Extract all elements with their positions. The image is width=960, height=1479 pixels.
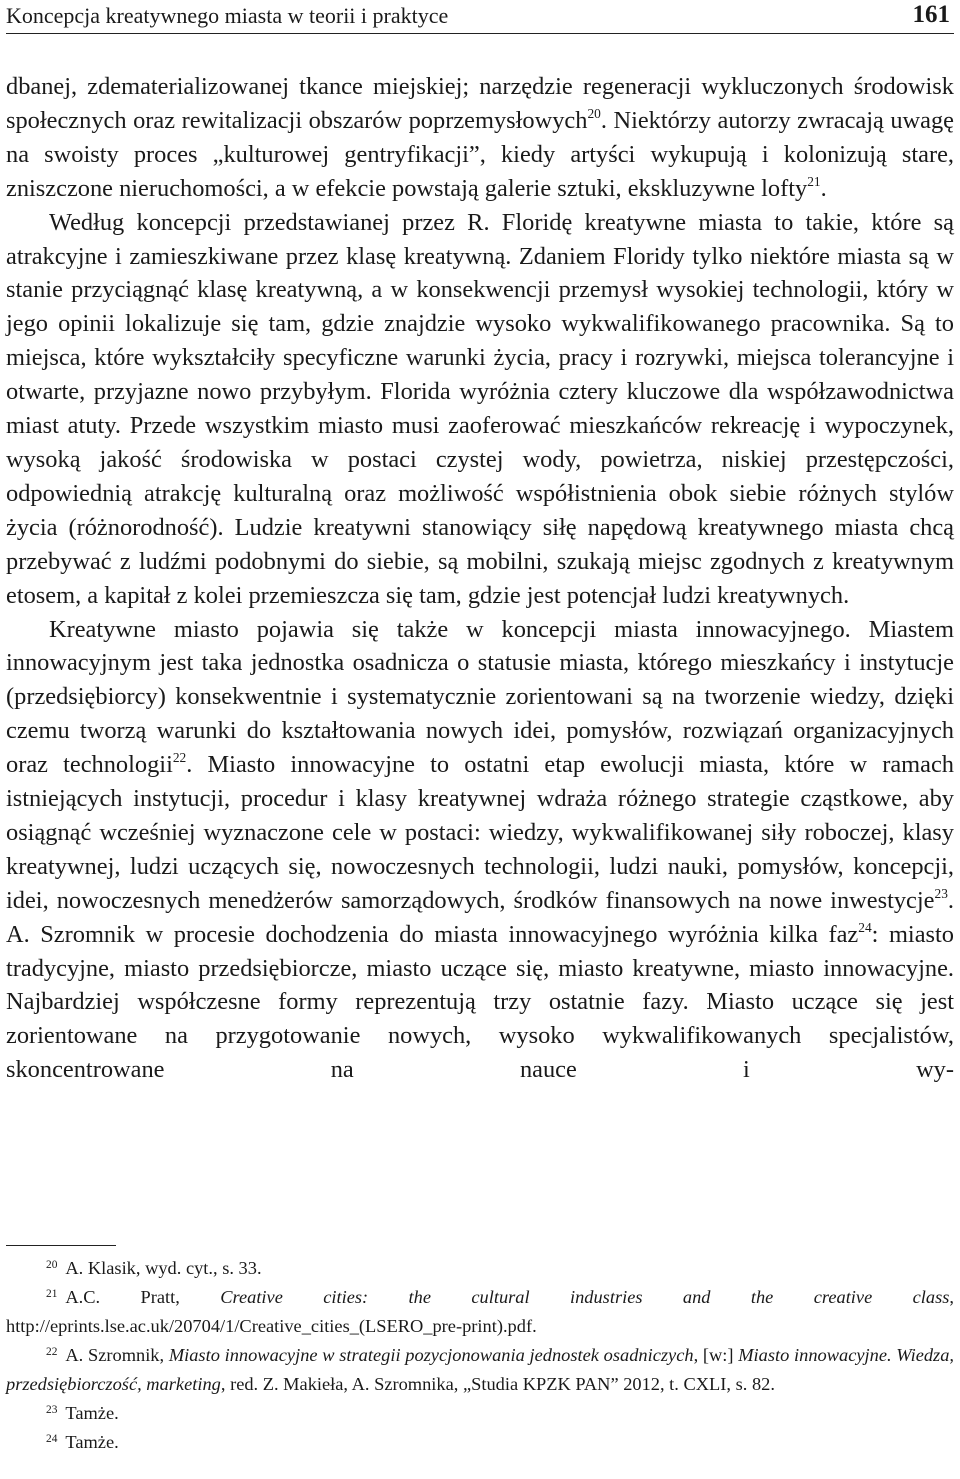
paragraph-1: [6, 70, 954, 206]
text-run: dbanej, zdematerializowanej tkance miejskiej; narzędzie regeneracji wykluczonych środowisk społecznych oraz rewitalizacji obszarów poprzemysłowych: [6, 73, 954, 134]
text-run: Według koncepcji przedstawianej przez R. Floridę kreatywne miasta to takie, które są atrakcyjne i zamieszkiwane przez klasę kreatywną. Zdaniem Floridy tylko niektóre miasta są w stanie przyciągnąć klasę kreatywną, a w konsekwencji przemysł wysokiej technologii, który w jego opinii lokalizuje się tam, gdzie znajdzie wysoko wykwalifikowanego pracownika. Są to miejsca, które wykształciły specyficzne warunki życia, pracy i rozrywki, miejsca tolerancyjne i otwarte, przyjazne nowo przybyłym. Florida wyróżnia cztery kluczowe dla współzawodnictwa miast atuty. Przede wszystkim miasto musi zaoferować mieszkańców rekreację i wypoczynek, wysoką jakość środowiska w postaci czystej wody, powietrza, niskiej przestępczości, odpowiednią atrakcję kulturalną oraz możliwość współistnienia obok siebie różnych stylów życia (różnorodność). Ludzie kreatywni stanowiący siłę napędową kreatywnego miasta chcą przebywać z ludźmi podobnymi do siebie, są mobilni, szukają miejsc zgodnych z kreatywnym etosem, a kapitał z kolei przemieszcza się tam, gdzie jest potencjał ludzi kreatywnych.: [6, 208, 954, 609]
footnote-24: [6, 1428, 954, 1457]
footnote-text: Tamże.: [65, 1432, 119, 1452]
body-text: [6, 70, 954, 1087]
footnote-number: 21: [46, 1287, 58, 1300]
footnote-number: 23: [46, 1403, 58, 1416]
footnote-link[interactable]: , http://eprints.lse.ac.uk/20704/1/Creative_cities_(LSERO_pre-print).pdf.: [6, 1287, 954, 1336]
footnote-text: A. Szromnik,: [65, 1345, 169, 1365]
text-run: . Niektórzy autorzy zwracają uwagę na swoisty proces „kulturowej gentryfikacji”, kiedy artyści wykupują i kolonizują stare, zniszczone nieruchomości, a w efekcie powstają galerie sztuki, ekskluzywne lofty: [6, 106, 955, 202]
footnote-20: [6, 1254, 954, 1283]
footnote-ref-23[interactable]: 23: [934, 885, 948, 901]
text-run: . Miasto innowacyjne to ostatni etap ewolucji miasta, które w ramach istniejących instytucji, procedur i klasy kreatywnej wdraża różnego strategie cząstkowe, aby osiągnąć wcześniej wyznaczone cele w postaci: wiedzy, wykwalifikowanej siły roboczej, klasy kreatywnej, ludzi uczących się, nowoczesnych technologii, ludzi nauki, pomysłów, koncepcji, idei, nowoczesnych menedżerów samorządowych, środków finansowych na nowe inwestycje: [6, 751, 954, 914]
footnote-number: 24: [46, 1432, 58, 1445]
footnote-ref-21[interactable]: 21: [807, 173, 821, 189]
text-run: Kreatywne miasto pojawia się także w koncepcji miasta innowacyjnego. Miastem innowacyjnym jest taka jednostka osadnicza o statusie miasta, którego mieszkańcy i instytucje (przedsiębiorcy) konsekwentnie i systematycznie zorientowani są na tworzenie wiedzy, dzięki czemu tworzą warunki do kształtowania nowych idei, pomysłów, rozwiązań organizacyjnych oraz technologii: [6, 615, 954, 779]
footnote-title: Creative cities: the cultural industries and the creative class: [220, 1287, 950, 1307]
footnote-title: Miasto innowacyjne. Wiedza, przedsiębiorczość, marketing: [6, 1345, 955, 1394]
footnote-text: , [w:]: [693, 1345, 739, 1365]
page-number: 161: [912, 1, 950, 28]
footnote-21: [6, 1283, 954, 1341]
running-header: [6, 0, 954, 34]
footnote-22: [6, 1341, 954, 1399]
footnotes: [6, 1254, 954, 1457]
paragraph-2: [6, 206, 954, 613]
footnote-text: , red. Z. Makieła, A. Szromnika, „Studia KPZK PAN” 2012, t. CXLI, s. 82.: [220, 1374, 775, 1394]
paragraph-3: [6, 613, 954, 1088]
footnote-separator: [6, 1245, 116, 1246]
footnote-text: A.C. Pratt,: [65, 1287, 221, 1307]
text-run: : miasto tradycyjne, miasto przedsiębiorcze, miasto uczące się, miasto kreatywne, miasto innowacyjne. Najbardziej współczesne formy reprezentują trzy ostatnie fazy. Miasto uczące się jest zorientowane na przygotowanie nowych, wysoko wykwalifikowanych specjalistów, skoncentrowane na nauce i wy-: [6, 920, 954, 1084]
footnote-ref-20[interactable]: 20: [587, 105, 601, 121]
footnote-ref-22[interactable]: 22: [172, 750, 187, 766]
footnote-23: [6, 1399, 954, 1428]
footnote-text: Tamże.: [65, 1403, 119, 1423]
text-run: .: [820, 174, 827, 202]
footnote-number: 20: [46, 1258, 58, 1271]
footnote-text: A. Klasik, wyd. cyt., s. 33.: [65, 1258, 262, 1278]
footnote-ref-24[interactable]: 24: [858, 919, 872, 935]
footnote-number: 22: [46, 1345, 58, 1358]
text-run: . A. Szromnik w procesie dochodzenia do miasta innowacyjnego wyróżnia kilka faz: [6, 886, 954, 948]
footnote-title: Miasto innowacyjne w strategii pozycjonowania jednostek osadniczych: [168, 1345, 694, 1365]
running-title: Koncepcja kreatywnego miasta w teorii i praktyce: [6, 3, 449, 28]
